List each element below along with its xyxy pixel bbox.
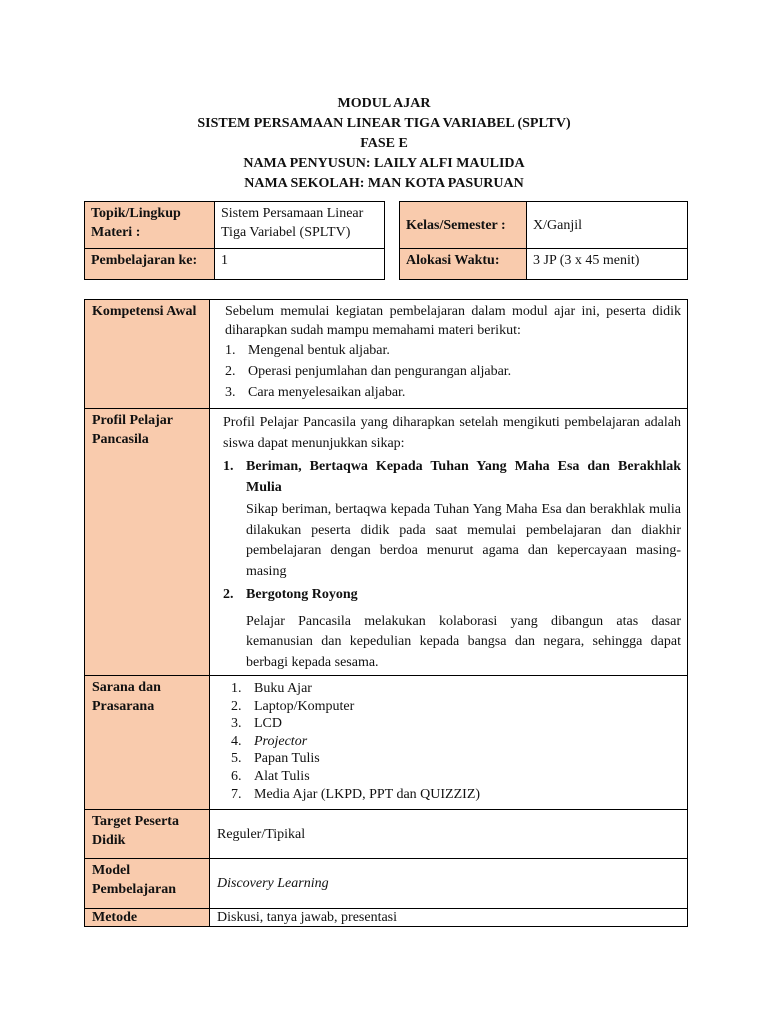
- document-header: [0, 94, 768, 194]
- list-item: 5. Papan Tulis: [231, 751, 320, 767]
- pembelajaran-value: 1: [215, 249, 385, 280]
- profil-item-desc: Sikap beriman, bertaqwa kepada Tuhan Yang Maha Esa dan berakhlak mulia dilakukan peserta didik pada saat memulai pembelajaran dan diakhir pembelajaran dengan berdoa menurut agama dan kepercayaan masing-masing: [246, 502, 681, 579]
- metode-value: Diskusi, tanya jawab, presentasi: [210, 909, 688, 927]
- list-item: 6. Alat Tulis: [231, 768, 310, 784]
- list-item: 1. Beriman, Bertaqwa Kepada Tuhan Yang Maha Esa dan Berakhlak Mulia Sikap beriman, bertaqwa kepada Tuhan Yang Maha Esa dan berakhlak mulia dilakukan peserta didik pada saat memulai pembelajaran dan diakhir pembelajaran dengan berdoa menurut agama dan kepercayaan masing-masing: [223, 457, 681, 582]
- kelas-label: Kelas/Semester :: [400, 202, 527, 249]
- topik-value: Sistem Persamaan Linear Tiga Variabel (SPLTV): [215, 202, 385, 249]
- sarana-label: Sarana dan Prasarana: [85, 676, 210, 810]
- info-table-left: [84, 201, 385, 280]
- pembelajaran-label: Pembelajaran ke:: [85, 249, 215, 280]
- profil-label: Profil Pelajar Pancasila: [85, 409, 210, 676]
- row-sarana: [85, 676, 688, 810]
- list-item: 2. Operasi penjumlahan dan pengurangan aljabar.: [225, 364, 512, 379]
- module-table: [84, 299, 688, 927]
- row-metode: [85, 909, 688, 927]
- info-table-right: [399, 201, 688, 280]
- row-model: [85, 859, 688, 909]
- list-item: 4. Projector: [231, 733, 308, 749]
- list-item: 7. Media Ajar (LKPD, PPT dan QUIZZIZ): [231, 786, 481, 802]
- row-target: [85, 810, 688, 859]
- kelas-value: X/Ganjil: [527, 202, 688, 249]
- header-subject: SISTEM PERSAMAAN LINEAR TIGA VARIABEL (SPLTV): [197, 116, 571, 131]
- profil-intro: Profil Pelajar Pancasila yang diharapkan setelah mengikuti pembelajaran adalah siswa dapat menunjukkan sikap:: [223, 415, 681, 451]
- list-item: 1. Buku Ajar: [231, 681, 312, 696]
- list-item: 3. LCD: [231, 716, 282, 732]
- header-title: MODUL AJAR: [337, 96, 431, 111]
- profil-list: [217, 457, 681, 673]
- sarana-content: [210, 676, 688, 810]
- alokasi-label: Alokasi Waktu:: [400, 249, 527, 280]
- list-item: 2. Bergotong Royong Pelajar Pancasila melakukan kolaborasi yang dibangun atas dasar kemanusian dan kepedulian kepada bangsa dan negara, sehingga dapat berbagi kepada sesama.: [223, 585, 681, 673]
- row-kompetensi: [85, 300, 688, 409]
- header-author: NAMA PENYUSUN: LAILY ALFI MAULIDA: [243, 156, 525, 171]
- metode-label: Metode: [85, 909, 210, 927]
- topik-label: Topik/Lingkup Materi :: [85, 202, 215, 249]
- kompetensi-list: [217, 340, 681, 403]
- target-label: Target Peserta Didik: [85, 810, 210, 859]
- header-school: NAMA SEKOLAH: MAN KOTA PASURUAN: [244, 176, 524, 191]
- model-label: Model Pembelajaran: [85, 859, 210, 909]
- alokasi-value: 3 JP (3 x 45 menit): [527, 249, 688, 280]
- header-phase: FASE E: [360, 136, 408, 151]
- kompetensi-label: Kompetensi Awal: [85, 300, 210, 409]
- profil-item-title: Bergotong Royong: [246, 587, 358, 602]
- model-value: Discovery Learning: [210, 859, 688, 909]
- target-value: Reguler/Tipikal: [210, 810, 688, 859]
- list-item: 2. Laptop/Komputer: [231, 698, 355, 714]
- kompetensi-intro: Sebelum memulai kegiatan pembelajaran dalam modul ajar ini, peserta didik diharapkan sudah mampu memahami materi berikut:: [225, 304, 681, 338]
- row-profil: [85, 409, 688, 676]
- profil-item-desc: Pelajar Pancasila melakukan kolaborasi yang dibangun atas dasar kemanusian dan kepedulian kepada bangsa dan negara, sehingga dapat berbagi kepada sesama.: [246, 613, 681, 670]
- kompetensi-content: [210, 300, 688, 409]
- profil-content: [210, 409, 688, 676]
- list-item: 3. Cara menyelesaikan aljabar.: [225, 385, 406, 400]
- list-item: 1. Mengenal bentuk aljabar.: [225, 343, 390, 358]
- profil-item-title: Beriman, Bertaqwa Kepada Tuhan Yang Maha Esa dan Berakhlak Mulia: [246, 459, 681, 495]
- sarana-list: [217, 680, 681, 803]
